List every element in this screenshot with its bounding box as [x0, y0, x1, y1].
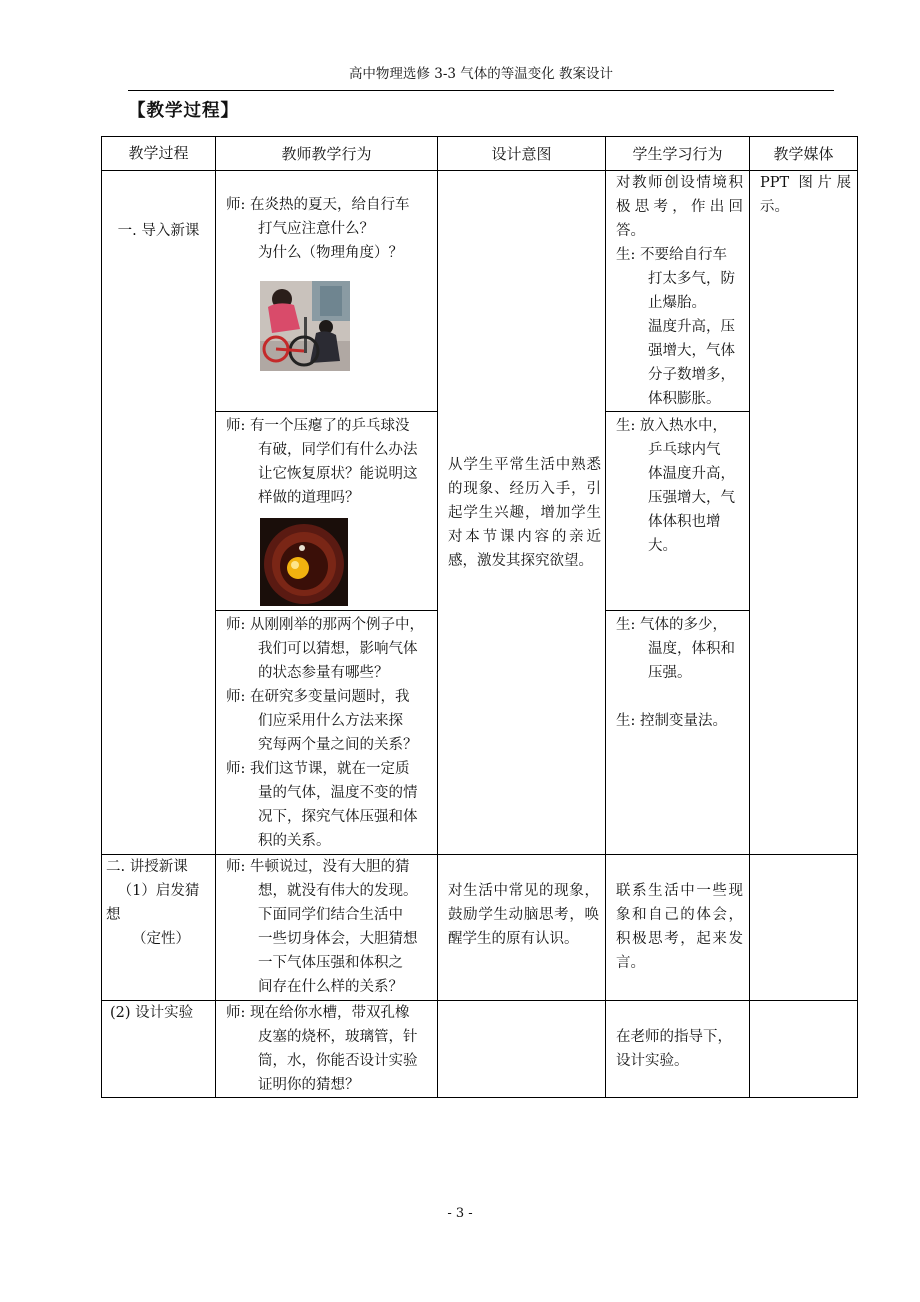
page-number: - 3 -: [447, 1206, 473, 1221]
student-cell-design: 在老师的指导下，设计实验。: [606, 1001, 750, 1098]
media-intro: PPT 图片展示。: [760, 175, 851, 215]
table-row: [102, 171, 858, 412]
teacher-cell-a: 师: 在炎热的夏天，给自行车 打气应注意什么？ 为什么（物理角度）？: [216, 171, 438, 412]
intent-cell-intro: [438, 171, 606, 855]
header-intent: 设计意图: [438, 137, 606, 171]
section-title: 【教学过程】: [128, 101, 239, 121]
stage-cell-design: (2) 设计实验: [102, 1001, 216, 1098]
stage-cell-teach: 二. 讲授新课 （1）启发猜 想 （定性）: [102, 855, 216, 1001]
table-row: [102, 855, 858, 1001]
teacher-cell-design: 师: 现在给你水槽，带双孔橡 皮塞的烧杯，玻璃管，针 筒，水，你能否设计实验 证明你的猜想？: [216, 1001, 438, 1098]
header-teacher: 教师教学行为: [216, 137, 438, 171]
bicycle-pump-photo: [260, 281, 350, 371]
teacher-cell-b: 师: 有一个压瘪了的乒乓球没 有破，同学们有什么办法 让它恢复原状？能说明这 样做的道理吗？: [216, 412, 438, 611]
lesson-process-table: [101, 136, 858, 1098]
student-cell-b: 生: 放入热水中， 乒乓球内气 体温度升高， 压强增大，气 体体积也增 大。: [606, 412, 750, 611]
student-cell-c: 生: 气体的多少， 温度，体积和 压强。 生: 控制变量法。: [606, 611, 750, 855]
student-cell-a: 对教师创设情境积极思考，作出回答。 生: 不要给自行车 打太多气，防 止爆胎。 温度升高，压 强增大，气体 分子数增多， 体积膨胀。: [606, 171, 750, 412]
stage-intro: 一. 导入新课: [117, 223, 200, 239]
table-row: [102, 1001, 858, 1098]
media-cell-design: [750, 1001, 858, 1098]
intent-cell-teach: 对生活中常见的现象，鼓励学生动脑思考，唤醒学生的原有认识。: [438, 855, 606, 1001]
teacher-cell-teach: 师: 牛顿说过，没有大胆的猜 想，就没有伟大的发现。 下面同学们结合生活中 一些切身体会，大胆猜想 一下气体压强和体积之 间存在什么样的关系？: [216, 855, 438, 1001]
header-rule: [128, 90, 834, 91]
teacher-cell-c: 师: 从刚刚举的那两个例子中， 我们可以猜想，影响气体 的状态参量有哪些？ 师: 在研究多变量问题时，我 们应采用什么方法来探 究每两个量之间的关系？ 师: 我们这节课，就在一定质 量的气体，温度不变的情 况下，探究气体压强和体 积的关系。: [216, 611, 438, 855]
header-media: 教学媒体: [750, 137, 858, 171]
media-cell-intro: [750, 171, 858, 855]
media-cell-teach: [750, 855, 858, 1001]
intent-cell-design: [438, 1001, 606, 1098]
page-header: 高中物理选修 3-3 气体的等温变化 教案设计: [348, 66, 614, 82]
stage-cell-intro: [102, 171, 216, 855]
intent-intro: 从学生平常生活中熟悉的现象、经历入手，引起学生兴趣，增加学生对本节课内容的亲近感，激发其探究欲望。: [448, 456, 601, 569]
student-cell-teach: 联系生活中一些现象和自己的体会，积极思考，起来发言。: [606, 855, 750, 1001]
header-stage: 教学过程: [102, 137, 216, 171]
header-student: 学生学习行为: [606, 137, 750, 171]
pingpong-hot-water-photo: [260, 518, 348, 606]
table-header-row: [102, 137, 858, 171]
